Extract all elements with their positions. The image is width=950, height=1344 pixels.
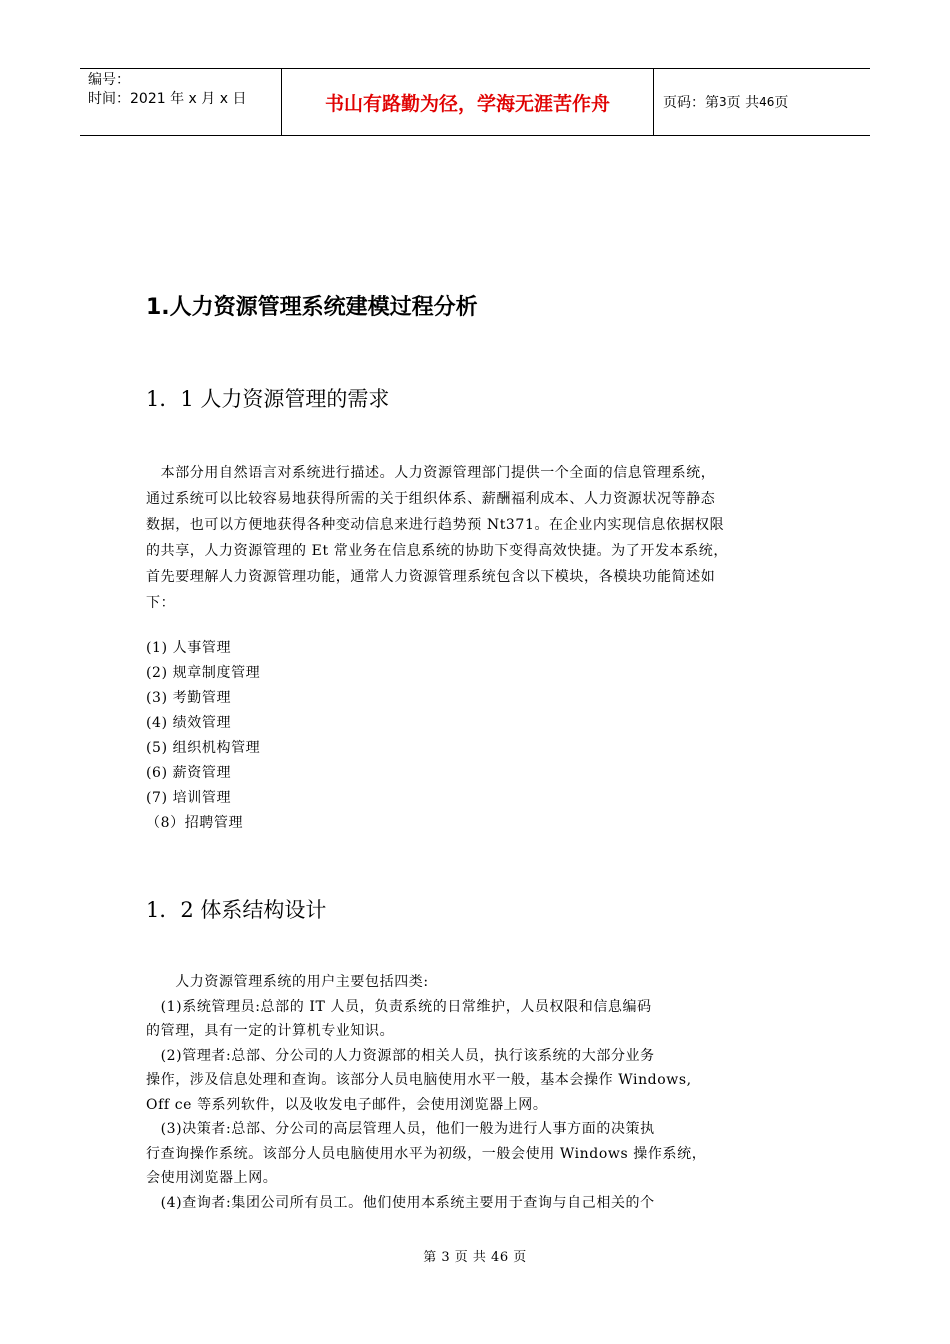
- body-line: (3)决策者:总部、分公司的高层管理人员，他们一般为进行人事方面的决策执: [146, 1121, 655, 1137]
- paragraph-line: 通过系统可以比较容易地获得所需的关于组织体系、薪酬福利成本、人力资源状况等静态: [146, 491, 716, 507]
- paragraph-line: 数据，也可以方便地获得各种变动信息来进行趋势预 Nt371。在企业内实现信息依据权限: [146, 517, 725, 533]
- list-item: (2) 规章制度管理: [146, 665, 261, 681]
- body-line: (1)系统管理员:总部的 IT 人员，负责系统的日常维护，人员权限和信息编码: [146, 998, 652, 1015]
- document-title: 1.人力资源管理系统建模过程分析: [146, 295, 478, 320]
- time-label: 时间：2021 年 x 月 x 日: [88, 91, 247, 107]
- list-item: (5) 组织机构管理: [146, 740, 261, 756]
- body-line: Off ce 等系列软件，以及收发电子邮件，会使用浏览器上网。: [146, 1096, 548, 1113]
- paragraph-line: 本部分用自然语言对系统进行描述。人力资源管理部门提供一个全面的信息管理系统，: [146, 465, 716, 481]
- list-item: (3) 考勤管理: [146, 690, 232, 706]
- list-item: （8）招聘管理: [146, 815, 244, 831]
- page-total: 46: [759, 95, 775, 109]
- body-line: (2)管理者:总部、分公司的人力资源部的相关人员，执行该系统的大部分业务: [146, 1047, 655, 1064]
- paragraph-line: 下：: [146, 595, 176, 611]
- section2-body: [146, 970, 706, 1215]
- section2-heading: 1．2 体系结构设计: [146, 898, 327, 922]
- page-mid: 页 共: [726, 95, 760, 111]
- header-meta: [80, 69, 281, 135]
- page-footer: 第 3 页 共 46 页: [423, 1250, 527, 1265]
- module-list: [146, 636, 260, 836]
- page-suffix: 页: [774, 95, 789, 111]
- section1-paragraph: [146, 460, 826, 616]
- document-header: [80, 68, 870, 136]
- body-line: (4)查询者:集团公司所有员工。他们使用本系统主要用于查询与自己相关的个: [146, 1194, 655, 1211]
- paragraph-line: 的共享，人力资源管理的 Et 常业务在信息系统的协助下变得高效快捷。为了开发本系统，: [146, 543, 728, 559]
- header-page-info: [654, 69, 870, 135]
- body-line: 人力资源管理系统的用户主要包括四类:: [146, 974, 429, 990]
- body-line: 的管理，具有一定的计算机专业知识。: [146, 1023, 395, 1039]
- page-prefix: 页码：第: [663, 95, 719, 111]
- body-line: 行查询操作系统。该部分人员电脑使用水平为初级，一般会使用 Windows 操作系统，: [146, 1145, 707, 1162]
- page-number: 3: [719, 95, 727, 109]
- body-line: 操作，涉及信息处理和查询。该部分人员电脑使用水平一般，基本会操作 Windows,: [146, 1072, 692, 1088]
- header-motto: 书山有路勤为径，学海无涯苦作舟: [281, 69, 654, 135]
- list-item: (6) 薪资管理: [146, 765, 232, 781]
- list-item: (7) 培训管理: [146, 790, 232, 806]
- body-line: 会使用浏览器上网。: [146, 1170, 278, 1186]
- list-item: (4) 绩效管理: [146, 715, 232, 731]
- paragraph-line: 首先要理解人力资源管理功能，通常人力资源管理系统包含以下模块，各模块功能简述如: [146, 569, 716, 585]
- number-label: 编号：: [88, 72, 130, 88]
- section1-heading: 1．1 人力资源管理的需求: [146, 387, 390, 411]
- list-item: (1) 人事管理: [146, 640, 232, 656]
